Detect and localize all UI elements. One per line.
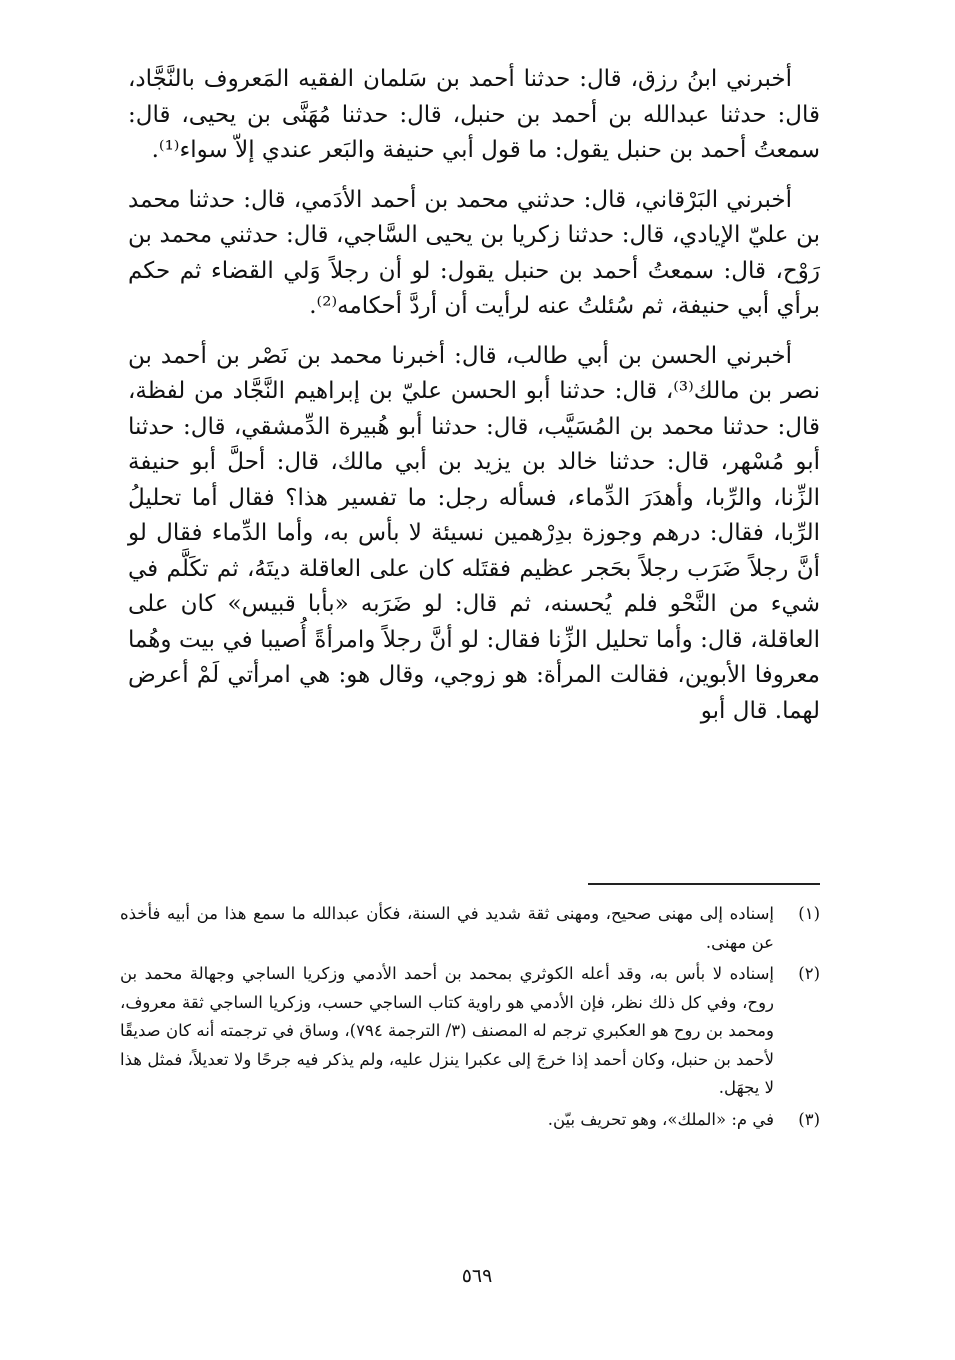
footnote-number: (١) xyxy=(798,904,820,923)
main-text-body xyxy=(128,62,820,743)
paragraph-3: أخبرني الحسن بن أبي طالب، قال: أخبرنا محمد بن نَصْر بن أحمد بن نصر بن مالك⁽³⁾، قال: حدثنا أبو الحسن عليّ بن إبراهيم النَّجَّاد من لفظة، قال: حدثنا محمد بن المُسَيَّب، قال: حدثنا أبو هُبيرة الدِّمشقي، قال: حدثنا أبو مُسْهر، قال: حدثنا خالد بن يزيد بن أبي مالك، قال: أحلَّ أبو حنيفة الزِّنا، والرِّبا، وأهدَرَ الدِّماء، فسأله رجل: ما تفسير هذا؟ فقال أما تحليلُ الرِّبا، فقال: درهم وجوزة بدِرْهمين نسيئة لا بأس به، وأما الدِّماء فقال لو أنَّ رجلاً ضَرَب رجلاً بحَجر عظيم فقتَله كان على العاقلة ديتَهُ، ثم تكَلَّم في شيء من النَّحْو فلم يُحسنه، ثم قال: لو ضَرَبه «بأبا قبيس» كان على العاقلة، قال: وأما تحليل الزِّنا فقال: لو أنَّ رجلاً وامرأةً أُصيبا في بيت وهُما معروفا الأبوين، فقالت المرأة: هو زوجي، وقال هو: هي امرأتي لَمْ أعرض لهما. قال أبو xyxy=(128,342,820,724)
footnote-number: (٣) xyxy=(798,1109,820,1129)
footnote-text: إسناده لا بأس به، وقد أعله الكوثري بمحمد بن أحمد الأدمي وزكريا الساجي وجهالة محمد بن روح، وفي كل ذلك نظر، فإن الأدمي هو راوية كتاب الساجي حسب، وزكريا الساجي ثقة معروف، ومحمد بن روح هو العكبري ترجم له المصنف (٣/ الترجمة ٧٩٤)، وساق في ترجمته أنه كان صديقًا لأحمد بن حنبل، وكان أحمد إذا خرجَ إلى عكبرا ينزل عليه، ولم يذكر فيه جرحًا ولا تعديلاً، فمثل هذا لا يجهَل. xyxy=(120,964,775,1097)
footnote-1 xyxy=(120,900,820,957)
page-number: ٥٦٩ xyxy=(461,1265,493,1287)
footnote-3 xyxy=(120,1106,820,1135)
paragraph-1: أخبرني ابنُ رزق، قال: حدثنا أحمد بن سَلمان الفقيه المَعروف بالنَّجَّاد، قال: حدثنا عبدالله بن أحمد بن حنبل، قال: حدثنا مُهَنَّى بن يحيى، قال: سمعتُ أحمد بن حنبل يقول: ما قول أبي حنيفة والبَعر عندي إلاّ سواء⁽¹⁾. xyxy=(128,66,820,163)
footnote-text: في م: «الملك»، وهو تحريف بيّن. xyxy=(547,1109,774,1129)
paragraph-2: أخبرني البَرْقاني، قال: حدثني محمد بن أحمد الأدَمي، قال: حدثنا محمد بن عليّ الإيادي، قال: حدثنا زكريا بن يحيى السَّاجي، قال: حدثني محمد بن رَوْح، قال: سمعتُ أحمد بن حنبل يقول: لو أن رجلاً وَلي القضاء ثم حكم برأي أبي حنيفة، ثم سُئلتُ عنه لرأيت أن أردَّ أحكامه⁽²⁾. xyxy=(128,186,820,319)
footnote-number: (٢) xyxy=(798,964,820,983)
footnote-text: إسناده إلى مهنى صحيح، ومهنى ثقة شديد في السنة، فكأن عبدالله ما سمع هذا من أبيه فأخذه عن مهنى. xyxy=(120,904,774,952)
footnote-separator xyxy=(588,883,820,885)
footnote-2 xyxy=(120,960,820,1103)
footnotes xyxy=(120,900,820,1137)
